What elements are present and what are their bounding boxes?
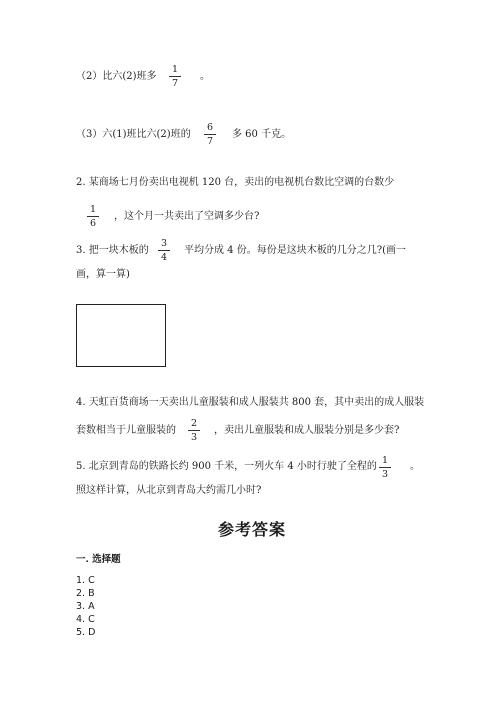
fraction-numerator: 1 (89, 204, 97, 215)
q1-2-tail: 。 (200, 71, 210, 82)
fraction-numerator: 1 (381, 455, 389, 466)
q5-lead: 5. 北京到青岛的铁路长约 900 千米，一列火车 4 小时行驶了全程的 (76, 461, 377, 472)
answers-title: 参考答案 (218, 520, 287, 539)
q4-tail2: ，卖出儿童服装和成人服装分别是多少套? (214, 425, 400, 436)
fraction-numerator: 2 (190, 418, 198, 429)
drawing-box (76, 304, 166, 367)
q2-line2: ，这个月一共卖出了空调多少台? (114, 211, 260, 222)
q1-3-fraction (203, 122, 217, 147)
fraction-numerator: 1 (171, 64, 179, 75)
q3-lead: 3. 把一块木板的 (76, 245, 149, 256)
fraction-bar (158, 250, 170, 251)
fraction-bar (379, 467, 391, 468)
answer-item: 2. B (76, 588, 95, 599)
q1-2-text: （2）比六(2)班多 (76, 71, 157, 82)
answers-section-heading: 一. 选择题 (76, 554, 121, 565)
answer-item: 5. D (76, 627, 96, 638)
q4-fraction (187, 418, 201, 443)
answer-item: 1. C (76, 575, 95, 586)
answer-item: 4. C (76, 614, 95, 625)
q3-tail: 平均分成 4 份。每份是这块木板的几分之几?(画一 (184, 245, 406, 256)
fraction-denominator: 7 (171, 78, 179, 89)
fraction-denominator: 7 (206, 136, 214, 147)
fraction-numerator: 3 (160, 238, 168, 249)
fraction-bar (188, 430, 200, 431)
answer-item: 3. A (76, 601, 95, 612)
q2-line1: 2. 某商场七月份卖出电视机 120 台，卖出的电视机台数比空调的台数少 (76, 177, 395, 188)
q5-line2: 照这样计算，从北京到青岛大约需几小时? (76, 485, 262, 496)
q3-line2: 画，算一算) (76, 269, 130, 280)
q3-fraction (157, 238, 171, 263)
q4-line1: 4. 天虹百货商场一天卖出儿童服装和成人服装共 800 套，其中卖出的成人服装 (76, 397, 425, 408)
q4-lead2: 套数相当于儿童服装的 (76, 425, 176, 436)
fraction-bar (204, 134, 216, 135)
q1-3-text: （3）六(1)班比六(2)班的 (76, 129, 191, 140)
q5-fraction (378, 455, 392, 480)
q2-fraction (86, 204, 100, 229)
fraction-bar (87, 216, 99, 217)
q5-tail: 。 (410, 461, 420, 472)
q1-3-tail: 多 60 千克。 (232, 129, 292, 140)
fraction-numerator: 6 (206, 122, 214, 133)
fraction-denominator: 3 (190, 432, 198, 443)
fraction-bar (169, 76, 181, 77)
fraction-denominator: 6 (89, 218, 97, 229)
q1-2-fraction (168, 64, 182, 89)
fraction-denominator: 4 (160, 252, 168, 263)
fraction-denominator: 3 (381, 469, 389, 480)
